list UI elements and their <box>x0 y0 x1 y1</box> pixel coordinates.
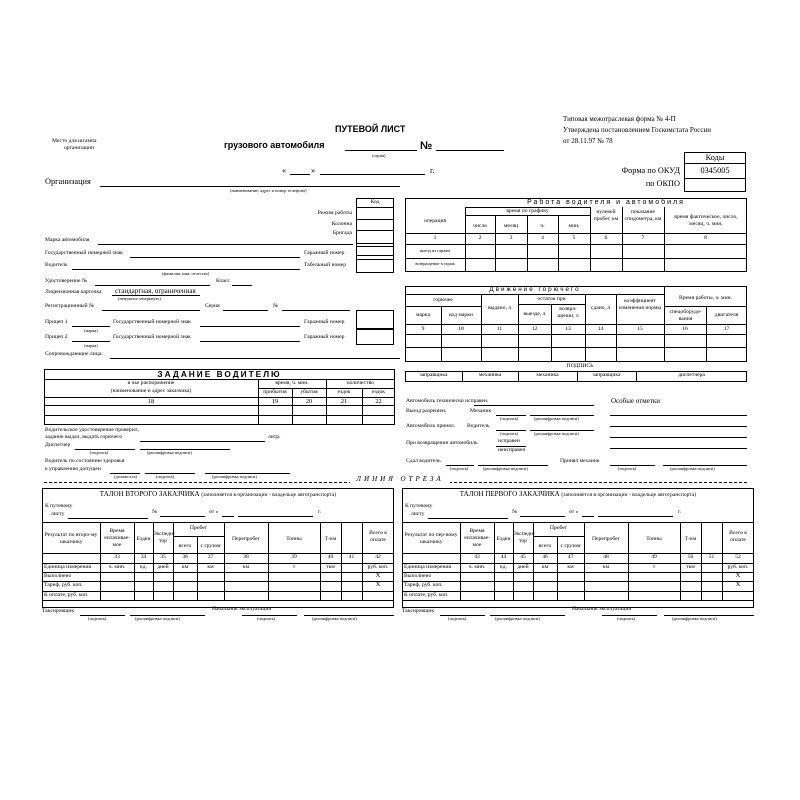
cl-loaded-head: с грузом <box>200 543 221 549</box>
cl-from-label: от « <box>209 509 219 515</box>
cr-year-label: г. <box>678 509 682 515</box>
trailer2-garage-box <box>356 329 394 345</box>
trailer2-plate-label: Государственный номерной знак <box>113 334 191 340</box>
cr-unit: ткм <box>686 564 695 570</box>
task-num-20: 20 <box>305 398 313 405</box>
cl-total-head: всего <box>178 543 192 549</box>
wt-return-row: возвращение в гараж <box>415 261 455 266</box>
reg-no-label: Регистрационный № <box>45 303 95 309</box>
trailer1-brand-hint: (марка) <box>84 328 98 333</box>
ft-fuel-head: горючее <box>433 297 453 303</box>
accepted-label: Автомобиль принял. <box>406 423 456 429</box>
check-line1: Водительское удостоверение проверил, <box>45 427 139 433</box>
driver-hint: (фамилия, имя, отчество) <box>162 271 210 276</box>
cl-title <box>42 491 394 499</box>
cl-tons-head: Тонны <box>286 536 302 542</box>
task-col2b: убытия <box>300 389 318 395</box>
reg-num-label: № <box>273 303 279 309</box>
cl-col-num: 35 <box>160 554 166 560</box>
reg-num-field[interactable] <box>282 310 350 311</box>
received-label: Принял механик <box>560 458 600 464</box>
cl-transport-head: Перепробег <box>232 536 260 542</box>
form-type: Типовая межотраслевая форма № 4-П <box>563 115 676 123</box>
cr-unit: км <box>541 564 549 570</box>
cl-title-text: ТАЛОН ВТОРОГО ЗАКАЗЧИКА <box>99 490 200 498</box>
cr-chief-label: Начальник эксплуатации <box>572 606 632 612</box>
cr-chief-sign-hint: (подпись) <box>617 616 636 621</box>
ok-label: исправен <box>498 438 520 444</box>
series-label: Серия <box>205 303 220 309</box>
wt-n7: 7 <box>641 235 645 241</box>
lic-card-value: стандартная, ограниченная <box>115 287 196 295</box>
special-line-3[interactable] <box>610 437 747 438</box>
page-subtitle: грузового автомобиля <box>224 140 325 150</box>
handed-label: Сдал водитель <box>406 458 441 464</box>
task-col3: количество <box>347 380 374 386</box>
trailer1-brand-field[interactable] <box>72 326 110 327</box>
sign-mechanic: механика <box>478 372 502 378</box>
driver-task-title: ЗАДАНИЕ ВОДИТЕЛЮ <box>157 369 282 379</box>
check-line2: задание выдал, выдать горючего <box>45 434 123 440</box>
cl-to-sheet: К путевому <box>45 503 73 509</box>
cl-sheet-field[interactable] <box>68 518 148 519</box>
ft-special-head: спецоборудо-вания <box>669 309 702 323</box>
cr-unit: км <box>567 564 574 570</box>
brigade-label: Бригада <box>332 230 352 236</box>
okud-label: Форма по ОКУД <box>621 166 680 175</box>
cr-col-num: 48 <box>603 554 609 560</box>
cl-unit-label: Единица измерения <box>44 564 92 570</box>
cr-col-num: 46 <box>542 554 548 560</box>
cr-col-num: 52 <box>735 554 741 560</box>
ft-n10: 10 <box>458 326 464 332</box>
sign-title: ПОДПИСЬ <box>566 363 594 369</box>
cr-customer-head: Результат по пер-вому заказчику <box>404 532 458 545</box>
page-title: ПУТЕВОЙ ЛИСТ <box>335 124 406 134</box>
task-col2: время, ч. мин. <box>275 380 309 386</box>
cr-month-field[interactable] <box>598 516 673 517</box>
health-label: Водитель по состоянию здоровья <box>45 458 125 464</box>
cr-from-label: от « <box>569 509 579 515</box>
codes-label: Коды <box>705 153 725 162</box>
number-sign: № <box>420 140 433 152</box>
cl-col-num: 33 <box>114 554 120 560</box>
liters-label: литр. <box>268 434 281 440</box>
cl-col-num: 41 <box>348 554 355 560</box>
cr-num-label: № <box>512 509 518 515</box>
cl-trips-head: Ездки <box>136 536 151 542</box>
cr-transport-head: Перепробег <box>592 536 620 542</box>
column-label: Колонна <box>331 221 352 227</box>
trailer2-plate-field[interactable] <box>200 341 300 342</box>
wt-min-head: мин. <box>568 223 580 229</box>
dispatcher-name-hint: (расшифровка подписи) <box>147 450 192 455</box>
work-table-title: Работа водителя и автомобиля <box>527 199 685 206</box>
exit-allowed-label: Выезд разрешен. <box>406 408 447 414</box>
position-hint: (должность) <box>114 474 138 479</box>
trailer1-label: Прицеп 1 <box>45 319 68 325</box>
cl-title-note: (заполняется в организации - владельце автотранспорта) <box>201 492 337 498</box>
cr-unit: км <box>602 564 610 570</box>
cr-unit: ч. мин. <box>468 564 486 570</box>
lic-card-hint: (ненужное зачеркнуть) <box>118 296 161 301</box>
cl-unit: ткм <box>326 564 335 570</box>
cl-x-done: X <box>375 572 381 579</box>
mechanic-sign-hint: (подпись) <box>500 416 519 421</box>
lic-card-label: Лицензионная карточка <box>45 289 102 295</box>
trailer2-brand-field[interactable] <box>72 341 110 342</box>
driver-name-hint: (расшифровка подписи) <box>534 431 579 436</box>
cut-line-label: ЛИНИЯ ОТРЕЗА <box>350 476 450 483</box>
cr-col-num: 44 <box>500 554 507 560</box>
date-month-field[interactable] <box>320 174 425 175</box>
cr-unit-label: Единица измерения <box>404 564 452 570</box>
cr-topay-label: К оплате, руб. коп. <box>404 592 449 598</box>
class-field[interactable] <box>232 285 252 286</box>
wt-op-head: операция <box>423 218 447 224</box>
ft-brand-head: марка <box>416 312 430 318</box>
cr-col-num: 49 <box>651 554 657 560</box>
special-line-2[interactable] <box>610 426 747 427</box>
organization-hint: (наименование, адрес и номер телефона) <box>230 188 307 193</box>
cr-x-tariff: X <box>735 581 741 588</box>
cr-trips-head: Ездки <box>496 536 511 542</box>
task-col2a: прибытия <box>263 389 287 395</box>
cr-title-note: (заполняется в организации - владельце автотранспорта) <box>561 492 697 498</box>
task-col1b: (наименование и адрес заказчика) <box>110 388 192 394</box>
cl-unit: дней <box>157 564 169 570</box>
cl-exped-head: Экспеди-тор <box>153 531 175 544</box>
dispatcher-label: Диспетчер <box>45 442 71 448</box>
ft-n17: 17 <box>723 326 730 332</box>
number-field[interactable] <box>436 150 504 151</box>
cr-exped-head: Экспеди-тор <box>513 531 535 544</box>
license-field[interactable] <box>95 285 210 286</box>
cr-tkm-head: Т-км <box>684 536 697 542</box>
task-num-21: 21 <box>340 398 348 405</box>
sign-dispatcher: диспетчера <box>678 372 705 378</box>
ft-rest-head: остаток при <box>537 296 566 302</box>
series-hint: (серия) <box>372 153 386 158</box>
ft-issued-head: выдано, л <box>487 305 512 311</box>
cl-tkm-head: Т-км <box>324 536 337 542</box>
trailer1-plate-label: Государственный номерной знак <box>113 319 191 325</box>
stamp-place-label: Место для штампа <box>52 138 97 144</box>
wt-speedo-head: показание спидометра, км <box>624 209 662 223</box>
handed-sign-hint: (подпись) <box>450 466 469 471</box>
license-label: Удостоверение № <box>45 278 88 284</box>
driver-field[interactable] <box>72 269 300 270</box>
cr-mileage-head: Пробег <box>549 525 568 531</box>
cl-payable-head: Всего к оплате <box>369 530 387 543</box>
driver-label: Водитель <box>45 262 68 268</box>
cr-tariff-label: Тариф, руб. коп. <box>404 582 443 588</box>
driver-sign-label: Водитель <box>467 423 490 429</box>
ft-n11: 11 <box>496 326 503 332</box>
tech-ok-label: Автомобиль технически исправен. <box>406 398 489 404</box>
cl-topay-label: К оплате, руб. коп. <box>44 592 89 598</box>
cr-unit: дней <box>517 564 529 570</box>
cl-unit: км <box>207 564 214 570</box>
cr-title-text: ТАЛОН ПЕРВОГО ЗАКАЗЧИКА <box>459 490 560 498</box>
ft-n15: 15 <box>637 326 643 332</box>
cl-year-label: г. <box>318 509 322 515</box>
ft-engine-head: двигателя <box>714 312 739 318</box>
health-name-hint: (расшифровка подписи) <box>212 474 257 479</box>
faulty-label: неисправен <box>498 447 526 453</box>
task-col3a: ездок <box>337 389 351 395</box>
garage-no-label: Гаражный номер <box>304 250 345 256</box>
cl-customer-head: Результат по второ-му заказчику <box>44 532 98 545</box>
cr-payable-head: Всего к оплате <box>729 530 747 543</box>
cl-chief-sign-hint: (подпись) <box>257 616 276 621</box>
date-day-field[interactable] <box>290 174 310 175</box>
cl-sheet: листу <box>51 511 65 517</box>
mechanic-name-hint: (расшифровка подписи) <box>534 416 579 421</box>
ft-n9: 9 <box>421 326 425 332</box>
date-quote-close: » <box>311 166 316 175</box>
cr-sheet: листу <box>411 511 425 517</box>
cr-day-field[interactable] <box>582 516 594 517</box>
code-head: Код <box>370 199 380 205</box>
cl-col-num: 38 <box>243 554 249 560</box>
date-quote-open: « <box>282 166 287 175</box>
cl-col-num: 40 <box>327 554 334 560</box>
cr-chief-name-hint: (расшифровка подписи) <box>672 616 717 621</box>
cl-tariff-label: Тариф, руб. коп. <box>44 582 83 588</box>
ft-coef-head: коэффициент изменения нормы <box>618 298 662 312</box>
accompany-label: Сопровождающие лица: <box>45 351 103 357</box>
state-plate-field[interactable] <box>130 257 300 258</box>
trailer2-brand-hint: (марка) <box>84 343 98 348</box>
cr-col-num: 43 <box>474 554 480 560</box>
cl-unit: т <box>292 564 296 570</box>
cl-unit: ч. мин. <box>108 564 126 570</box>
task-num-18: 18 <box>147 398 155 405</box>
wt-n1: 1 <box>433 235 437 241</box>
cl-col-num: 37 <box>207 554 214 560</box>
wt-n8: 8 <box>704 235 707 241</box>
cl-done-label: Выполнено <box>44 573 72 579</box>
wt-zero-head: нулевой пробег, км <box>593 209 619 223</box>
cr-tons-head: Тонны <box>646 536 662 542</box>
cl-x-tariff: X <box>375 581 381 588</box>
cl-month-field[interactable] <box>238 516 313 517</box>
cl-chief-name-hint: (расшифровка подписи) <box>312 616 357 621</box>
ft-worktime-head: Время работы, ч. мин. <box>679 295 732 301</box>
ft-handed-head: сдано, л <box>590 305 611 311</box>
sign-fueler: заправщика <box>419 372 448 378</box>
cr-time-head: Время оплачивае-мое <box>463 528 491 548</box>
wt-n2: 2 <box>478 235 482 241</box>
trailer1-garage-label: Гаражный номер <box>304 319 345 325</box>
cr-col-num: 50 <box>687 554 694 560</box>
task-col3b: ездок <box>371 389 386 395</box>
cr-taxer-name-hint: (расшифровка подписи) <box>495 616 540 621</box>
ft-code-head: код марки <box>449 312 473 318</box>
wt-n4: 4 <box>541 235 544 241</box>
wt-hour-head: ч. <box>540 223 545 229</box>
wt-n6: 6 <box>604 235 608 241</box>
cr-done-label: Выполнено <box>404 573 432 579</box>
task-num-22: 22 <box>375 398 382 405</box>
ft-exit-head: выезде, л <box>523 311 546 317</box>
special-marks-label: Особые отметки <box>611 397 660 405</box>
okud-value: 0345005 <box>700 166 730 175</box>
cr-loaded-head: с грузом <box>560 543 581 549</box>
on-return-label: При возвращении автомобиль <box>406 440 478 446</box>
trailer2-garage-label: Гаражный номер <box>304 334 345 340</box>
cl-day-field[interactable] <box>222 516 234 517</box>
cl-num-label: № <box>152 509 158 515</box>
cl-col-num: 36 <box>182 554 188 560</box>
cr-taxer-label: Таксировщик <box>402 608 435 614</box>
special-line-4[interactable] <box>610 448 747 449</box>
reg-series-field[interactable] <box>223 310 268 311</box>
cl-time-head: Время оплачивае-мое <box>103 528 131 548</box>
cr-total-head: всего <box>538 543 552 549</box>
received-sign-hint: (подпись) <box>618 466 637 471</box>
cr-num-field[interactable] <box>520 516 565 517</box>
cr-sheet-field[interactable] <box>428 518 508 519</box>
health-sign-hint: (подпись) <box>156 474 175 479</box>
wt-month-head: месяц <box>503 223 519 229</box>
cr-col-num: 47 <box>567 554 574 560</box>
trailer1-garage-box <box>356 310 394 329</box>
organization-label: Организация <box>45 177 91 186</box>
cl-taxer-sign-hint: (подпись) <box>88 616 107 621</box>
cr-col-num: 51 <box>708 554 715 560</box>
wt-exit-row: выезд из гаража <box>419 248 451 253</box>
task-num-19: 19 <box>271 398 279 405</box>
state-plate-label: Государственный номерной знак <box>45 250 123 256</box>
cl-num-field[interactable] <box>160 516 205 517</box>
cl-taxer-name-hint: (расшифровка подписи) <box>135 616 180 621</box>
cl-mileage-head: Пробег <box>189 525 208 531</box>
fuel-table-title: Движение горючего <box>489 286 581 293</box>
cl-unit: км <box>181 564 189 570</box>
ft-return-head: возвра-щении, л <box>557 306 579 320</box>
admitted-label: к управлению допущен <box>45 466 101 472</box>
wt-day-head: число <box>473 223 487 229</box>
cr-taxer-sign-hint: (подпись) <box>448 616 467 621</box>
approved-date: от 28.11.97 № 78 <box>563 137 613 145</box>
cl-unit: кд. <box>140 564 147 570</box>
handed-name-hint: (расшифровка подписи) <box>483 466 528 471</box>
accompany-field[interactable] <box>110 358 400 359</box>
sign-mechanic2: механика <box>536 372 559 378</box>
trailer1-plate-field[interactable] <box>200 326 300 327</box>
trailer2-label: Прицеп 2 <box>45 334 68 340</box>
ft-n16: 16 <box>682 326 688 332</box>
mechanic-label: Механик <box>470 408 492 414</box>
series-field[interactable] <box>345 150 417 151</box>
car-brand-field[interactable] <box>98 244 353 245</box>
cl-chief-label: Начальник эксплуатации <box>212 606 272 612</box>
dispatcher-sign-hint: (подпись) <box>90 450 109 455</box>
cr-col-num: 45 <box>520 554 526 560</box>
special-line-1[interactable] <box>610 415 747 416</box>
wt-actual-head: время фактическое, число, месяц, ч. мин. <box>674 214 738 228</box>
ft-n13: 13 <box>565 326 571 332</box>
work-mode-label: Режим работы <box>317 210 352 216</box>
cr-x-done: X <box>735 572 741 579</box>
reg-no-field[interactable] <box>102 310 200 311</box>
driver-sign-hint: (подпись) <box>500 431 519 436</box>
okpo-label: по ОКПО <box>645 179 680 188</box>
cr-title <box>402 491 754 499</box>
cl-col-num: 42 <box>375 554 381 560</box>
cl-taxer-label: Таксировщик <box>42 608 75 614</box>
car-brand-label: Марка автомобиля <box>45 237 90 243</box>
ft-n12: 12 <box>531 326 538 332</box>
tab-no-label: Табельный номер <box>304 262 347 268</box>
ft-n14: 14 <box>597 326 604 332</box>
organization-field[interactable] <box>100 186 400 187</box>
wt-schedule-head: время по графику <box>506 208 549 214</box>
cr-unit: кд. <box>500 564 507 570</box>
cl-unit: км <box>242 564 250 570</box>
cr-unit: руб. коп. <box>727 564 749 570</box>
cl-col-num: 34 <box>140 554 147 560</box>
stamp-org-label: организации <box>64 145 95 151</box>
received-name-hint: (расшифровка подписи) <box>670 466 715 471</box>
cl-unit: руб. коп. <box>367 564 389 570</box>
approved-text: Утверждена постановлением Госкомстата России <box>563 126 711 134</box>
class-label: Класс <box>216 278 230 284</box>
cl-col-num: 39 <box>291 554 297 560</box>
cr-unit: т <box>652 564 656 570</box>
wt-n5: 5 <box>572 235 576 241</box>
wt-n3: 3 <box>509 235 513 241</box>
sign-fueler2: заправщика <box>592 372 621 378</box>
year-suffix: г. <box>430 166 435 175</box>
task-col1a: в чье распоряжение <box>127 380 175 386</box>
cr-to-sheet: К путевому <box>405 503 433 509</box>
fuel-issue-field[interactable] <box>140 441 265 442</box>
